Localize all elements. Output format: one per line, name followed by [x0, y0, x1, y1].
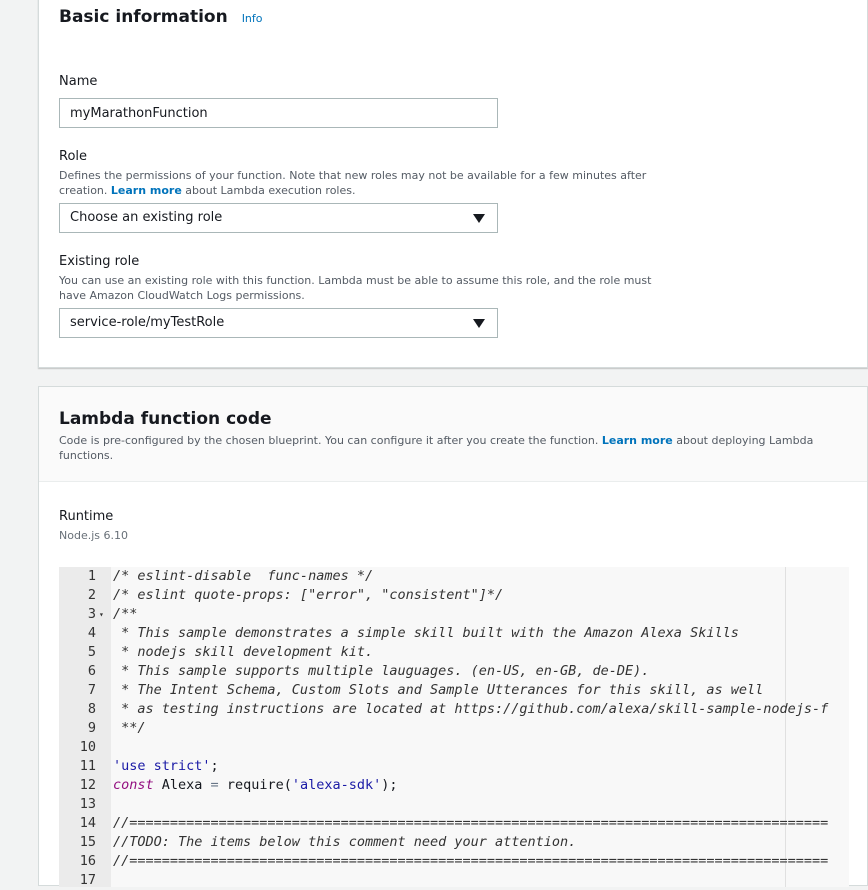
line-number: 9 — [87, 720, 96, 736]
code-text: //TODO: The items below this comment need your attention. — [113, 834, 577, 850]
line-number: 3 — [87, 606, 96, 622]
line-number: 13 — [79, 796, 96, 812]
info-link[interactable]: Info — [241, 12, 263, 25]
code-text: **/ — [113, 720, 146, 736]
line-number: 4 — [87, 625, 96, 641]
existing-role-select[interactable] — [59, 308, 498, 338]
line-number: 14 — [79, 815, 96, 831]
existing-role-select-value: service-role/myTestRole — [70, 315, 225, 330]
existing-role-description: You can use an existing role with this function. Lambda must be able to assume this role, and the role must have Amazon CloudWatch Logs permissions. — [59, 274, 652, 302]
role-select-value: Choose an existing role — [70, 210, 223, 225]
line-number: 2 — [87, 587, 96, 603]
code-text: * The Intent Schema, Custom Slots and Sample Utterances for this skill, as well — [113, 682, 764, 698]
role-description: Defines the permissions of your function. Note that new roles may not be available for a few minutes after creation. Learn more about Lambda execution roles. — [59, 169, 647, 197]
code-text: /* eslint-disable func-names */ — [113, 568, 374, 584]
caret-down-icon — [473, 319, 485, 328]
line-number: 1 — [87, 568, 96, 584]
code-text: * This sample supports multiple lauguages. (en-US, en-GB, de-DE). — [113, 663, 650, 679]
line-number: 10 — [79, 739, 96, 755]
lambda-learn-more-link[interactable]: Learn more — [601, 434, 673, 447]
line-number: 15 — [79, 834, 96, 850]
runtime-value: Node.js 6.10 — [59, 529, 128, 542]
line-number: 11 — [79, 758, 96, 774]
code-text: /** — [113, 606, 138, 622]
line-number: 7 — [87, 682, 96, 698]
line-number: 5 — [87, 644, 96, 660]
code-text: * This sample demonstrates a simple skill built with the Amazon Alexa Skills — [113, 625, 739, 641]
role-select[interactable] — [59, 203, 498, 233]
line-number: 8 — [87, 701, 96, 717]
basic-information-panel — [38, 0, 868, 368]
lambda-code-description: Code is pre-configured by the chosen blueprint. You can configure it after you create the function. Learn more about deploying Lambda functions. — [59, 434, 814, 462]
caret-down-icon — [473, 214, 485, 223]
code-text: /* eslint quote-props: ["error", "consistent"]*/ — [113, 587, 504, 603]
line-number: 12 — [79, 777, 96, 793]
lambda-function-code-panel — [38, 386, 868, 886]
code-text: * nodejs skill development kit. — [113, 644, 374, 660]
fold-arrow-icon[interactable]: ▾ — [99, 610, 104, 619]
code-text: //====================================================================================== — [113, 853, 829, 869]
code-text: //====================================================================================== — [113, 815, 829, 831]
print-margin-line — [785, 567, 786, 887]
lambda-code-title: Lambda function code — [59, 409, 272, 429]
line-number: 6 — [87, 663, 96, 679]
lambda-code-header — [39, 387, 867, 482]
basic-information-title: Basic information — [59, 7, 228, 27]
basic-information-header — [59, 7, 263, 27]
role-learn-more-link[interactable]: Learn more — [110, 184, 182, 197]
existing-role-label: Existing role — [59, 254, 140, 269]
role-label: Role — [59, 149, 88, 164]
name-input[interactable] — [59, 98, 498, 128]
code-text: 'use strict'; — [113, 758, 219, 774]
code-text: const Alexa = require('alexa-sdk'); — [113, 777, 398, 793]
code-text: * as testing instructions are located at https://github.com/alexa/skill-sample-nodejs-f — [113, 701, 829, 717]
name-label: Name — [59, 74, 98, 89]
runtime-label: Runtime — [59, 509, 114, 524]
code-editor[interactable] — [59, 567, 849, 887]
line-number: 17 — [79, 872, 96, 888]
line-number: 16 — [79, 853, 96, 869]
